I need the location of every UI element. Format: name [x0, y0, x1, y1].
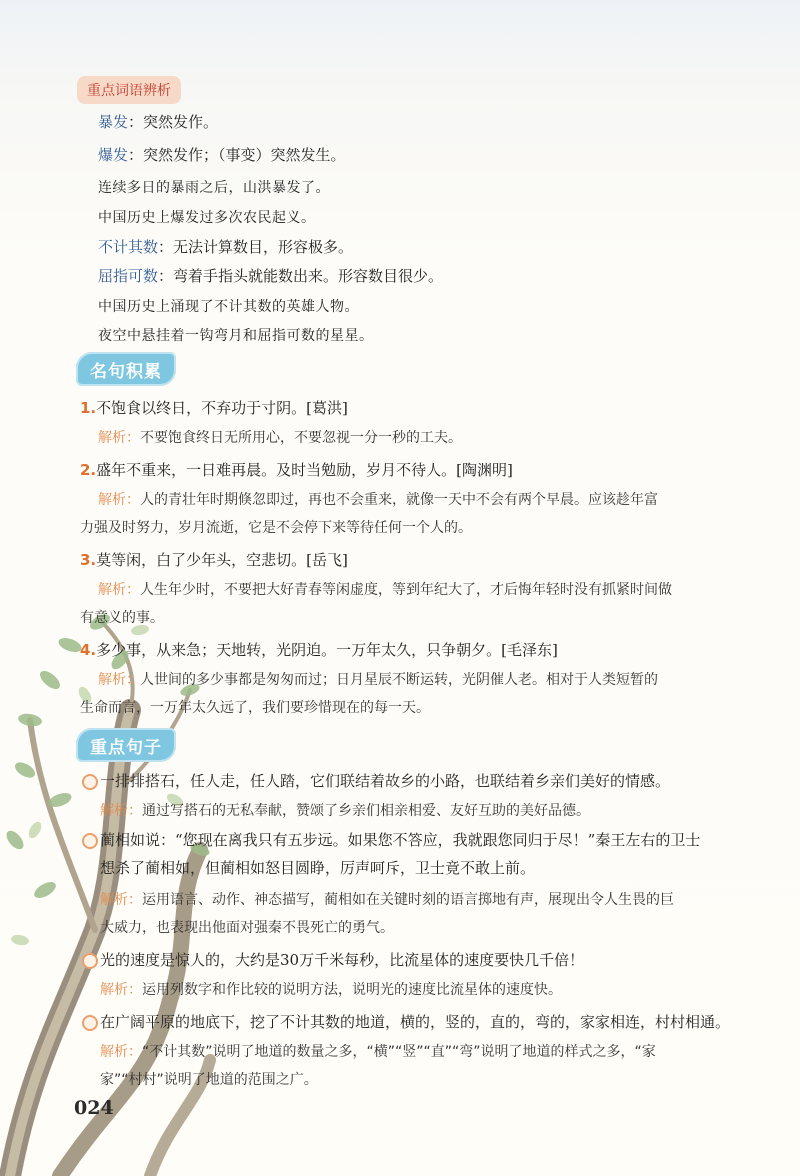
explain-text: 人生年少时，不要把大好青春等闲虚度，等到年纪大了，才后悔年轻时没有抓紧时间做 — [140, 582, 672, 598]
vocab-item — [98, 112, 218, 132]
explain-text: 通过写搭石的无私奉献，赞颂了乡亲们相亲相爱、友好互助的美好品德。 — [142, 803, 590, 819]
vocab-definition: ：无法计算数目，形容极多。 — [158, 238, 354, 256]
quote-text: 多少事，从来急；天地转，光阴迫。一万年太久，只争朝夕。[毛泽东] — [96, 641, 558, 659]
explain-label: 解析： — [98, 430, 140, 446]
vocab-definition: ：弯着手指头就能数出来。形容数目很少。 — [158, 267, 444, 285]
famous-quote — [80, 550, 348, 570]
quote-explanation — [98, 490, 658, 510]
quote-text: 莫等闲，白了少年头，空悲切。[岳飞] — [96, 551, 348, 569]
vocab-term: 屈指可数 — [98, 267, 159, 285]
vocab-item — [98, 266, 443, 286]
explain-text-cont: 生命而言，一万年太久远了，我们要珍惜现在的每一天。 — [80, 700, 430, 716]
explain-text: 不要饱食终日无所用心，不要忽视一分一秒的工夫。 — [140, 430, 462, 446]
vocab-example: 中国历史上爆发过多次农民起义。 — [98, 210, 316, 226]
sentence-explanation — [100, 1042, 656, 1062]
vocab-item — [98, 237, 353, 257]
quote-number: 2. — [80, 461, 97, 479]
explain-label: 解析： — [100, 803, 142, 819]
key-sentences-header: 重点句子 — [76, 728, 176, 762]
vocab-term: 爆发 — [98, 146, 129, 164]
famous-quote — [80, 640, 558, 660]
explain-label: 解析： — [98, 492, 140, 508]
bullet-icon — [82, 774, 98, 790]
explain-text: 运用语言、动作、神态描写，蔺相如在关键时刻的语言掷地有声，展现出令人生畏的巨 — [142, 892, 674, 908]
key-sentence: 一排排搭石，任人走，任人踏，它们联结着故乡的小路，也联结着乡亲们美好的情感。 — [100, 772, 671, 790]
explain-label: 解析： — [98, 582, 140, 598]
vocab-definition: ：突然发作。 — [128, 113, 219, 131]
explain-text: 人的青壮年时期倏忽即过，再也不会重来，就像一天中不会有两个早晨。应该趁年富 — [140, 492, 658, 508]
quote-explanation — [98, 580, 672, 600]
quote-text: 不饱食以终日，不弃功于寸阴。[葛洪] — [96, 399, 348, 417]
explain-text-cont: 大威力，也表现出他面对强秦不畏死亡的勇气。 — [100, 920, 394, 936]
vocab-definition: ：突然发作；（事变）突然发生。 — [128, 146, 346, 164]
vocab-example: 夜空中悬挂着一钩弯月和屈指可数的星星。 — [98, 328, 374, 344]
page-number: 024 — [74, 1097, 114, 1119]
quote-text: 盛年不重来，一日难再晨。及时当勉励，岁月不待人。[陶渊明] — [96, 461, 513, 479]
vocab-example: 连续多日的暴雨之后，山洪暴发了。 — [98, 180, 330, 196]
key-sentence-cont: 想杀了蔺相如，但蔺相如怒目圆睁，厉声呵斥，卫士竟不敢上前。 — [100, 859, 536, 877]
vocab-item — [98, 145, 346, 165]
explain-label: 解析： — [100, 982, 142, 998]
quote-explanation — [98, 428, 462, 448]
bullet-icon — [82, 1015, 98, 1031]
sentence-explanation — [100, 890, 674, 910]
famous-quote — [80, 460, 513, 480]
vocab-example: 中国历史上涌现了不计其数的英雄人物。 — [98, 299, 359, 315]
sentence-explanation — [100, 980, 562, 1000]
famous-quote — [80, 398, 348, 418]
explain-text-cont: 有意义的事。 — [80, 610, 164, 626]
explain-text-cont: 力强及时努力，岁月流逝，它是不会停下来等待任何一个人的。 — [80, 520, 472, 536]
key-sentence: 光的速度是惊人的，大约是30万千米每秒，比流星体的速度要快几千倍！ — [100, 951, 585, 969]
vocab-term: 不计其数 — [98, 238, 159, 256]
quote-number: 1. — [80, 399, 97, 417]
famous-quotes-header: 名句积累 — [76, 352, 176, 386]
explain-text: 人世间的多少事都是匆匆而过；日月星辰不断运转，光阴催人老。相对于人类短暂的 — [140, 672, 658, 688]
sentence-explanation — [100, 801, 590, 821]
explain-label: 解析： — [100, 1044, 142, 1060]
explain-text-cont: 家”“村村”说明了地道的范围之广。 — [100, 1072, 318, 1088]
key-sentence: 在广阔平原的地底下，挖了不计其数的地道，横的，竖的，直的，弯的，家家相连，村村相通。 — [100, 1013, 731, 1031]
vocab-term: 暴发 — [98, 113, 129, 131]
explain-label: 解析： — [98, 672, 140, 688]
quote-number: 4. — [80, 641, 97, 659]
explain-text: 运用列数字和作比较的说明方法，说明光的速度比流星体的速度快。 — [142, 982, 562, 998]
bullet-icon — [82, 953, 98, 969]
bullet-icon — [82, 833, 98, 849]
explain-text: “不计其数”说明了地道的数量之多，“横”“竖”“直”“弯”说明了地道的样式之多，“家 — [142, 1044, 656, 1060]
explain-label: 解析： — [100, 892, 142, 908]
key-sentence: 蔺相如说：“您现在离我只有五步远。如果您不答应，我就跟您同归于尽！”秦王左右的卫士 — [100, 831, 701, 849]
quote-number: 3. — [80, 551, 97, 569]
quote-explanation — [98, 670, 658, 690]
vocab-section-header: 重点词语辨析 — [77, 76, 181, 104]
